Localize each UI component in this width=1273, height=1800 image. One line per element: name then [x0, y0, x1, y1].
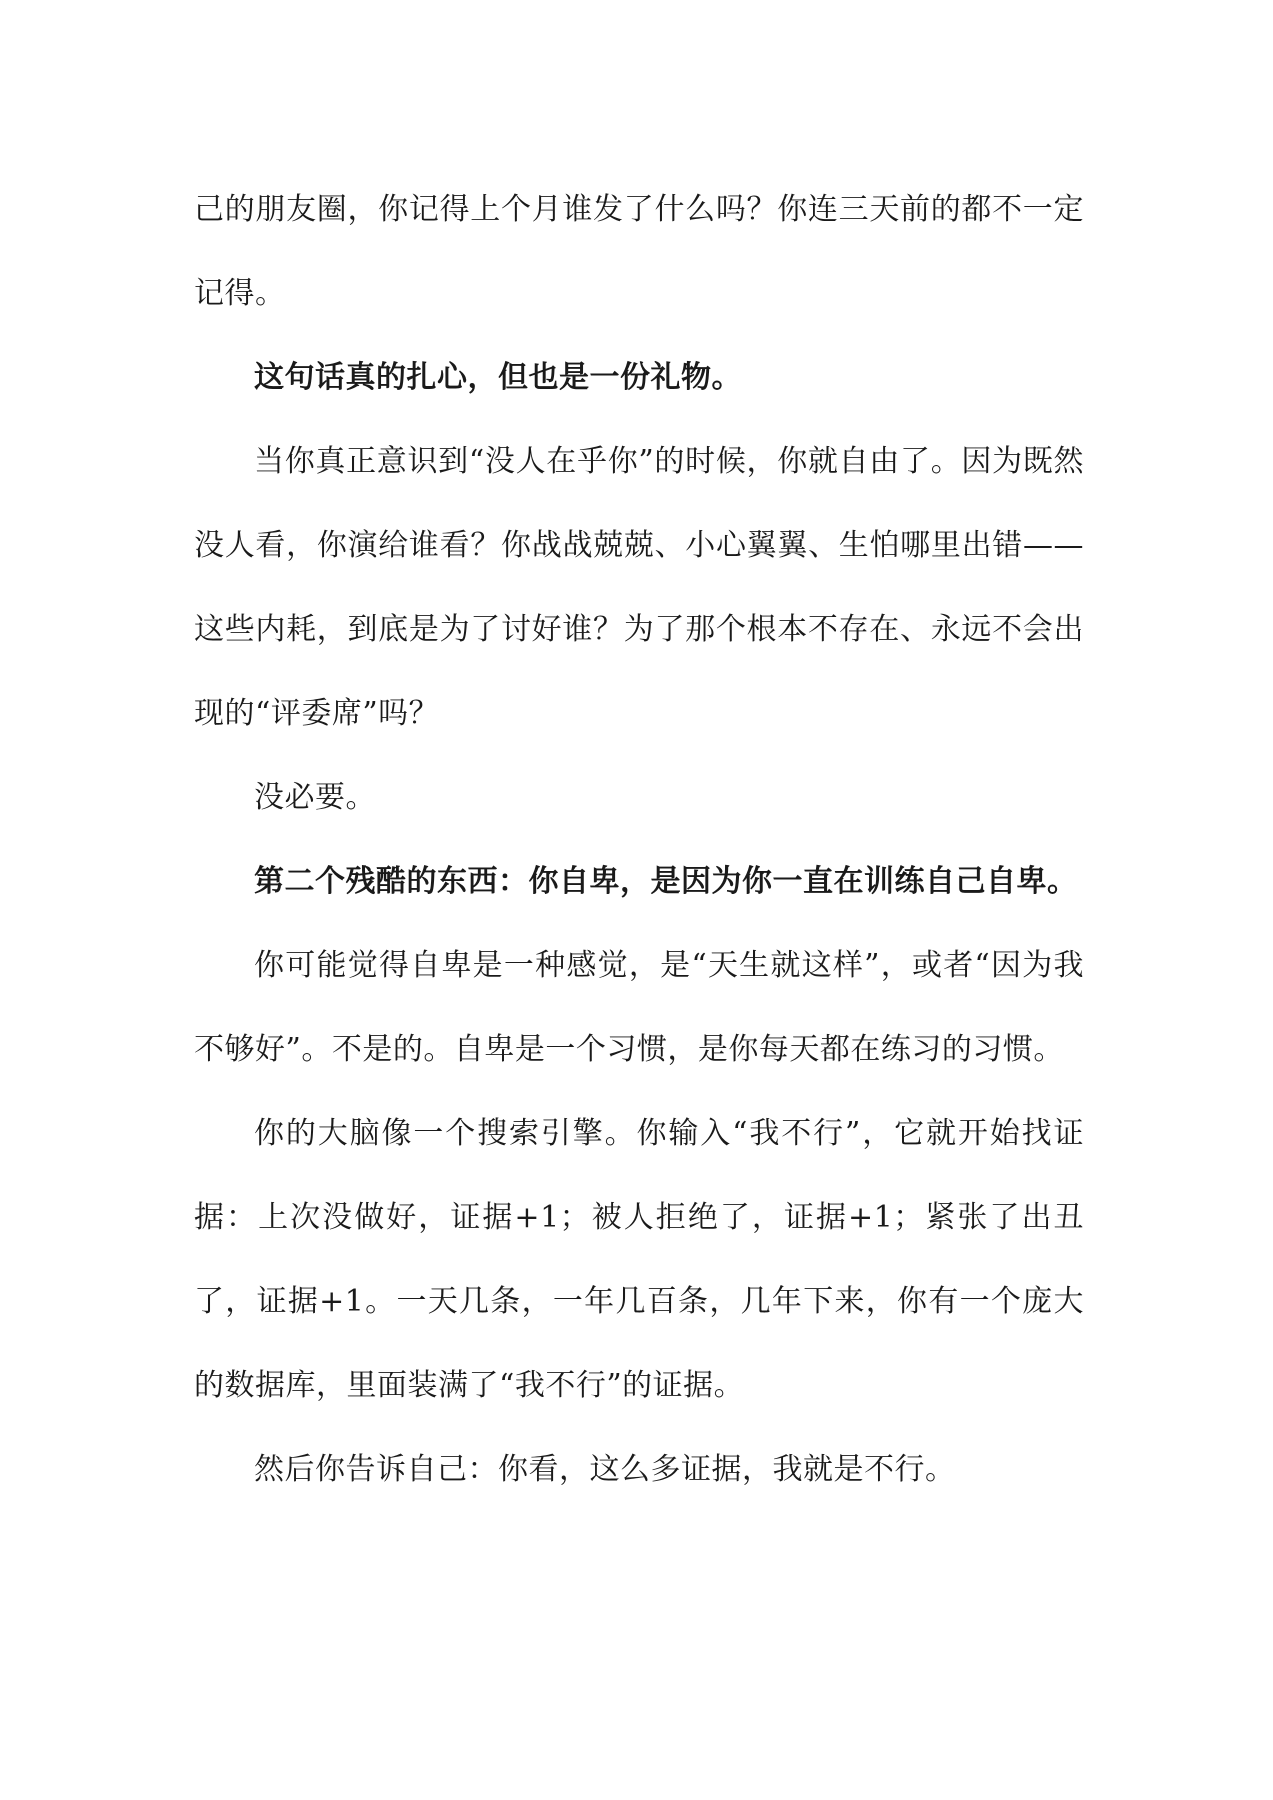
paragraph-1: 己的朋友圈，你记得上个月谁发了什么吗？你连三天前的都不一定记得。: [194, 192, 1084, 311]
paragraph-5: 你的大脑像一个搜索引擎。你输入“我不行”，它就开始找证据：上次没做好，证据+1；被人拒绝了，证据+1；紧张了出丑了，证据+1。一天几条，一年几百条，几年下来，你有一个庞大的数据库，里面装满了“我不行”的证据。: [194, 1116, 1084, 1403]
bold-paragraph-1: 这句话真的扎心，但也是一份礼物。: [254, 360, 742, 395]
paragraph-2: 当你真正意识到“没人在乎你”的时候，你就自由了。因为既然没人看，你演给谁看？你战战兢兢、小心翼翼、生怕哪里出错——这些内耗，到底是为了讨好谁？为了那个根本不存在、永远不会出现的“评委席”吗？: [194, 444, 1084, 731]
document-body: [194, 168, 1084, 1512]
paragraph-4: 你可能觉得自卑是一种感觉，是“天生就这样”，或者“因为我不够好”。不是的。自卑是一个习惯，是你每天都在练习的习惯。: [194, 948, 1084, 1067]
paragraph-3: 没必要。: [254, 780, 376, 815]
paragraph-6: 然后你告诉自己：你看，这么多证据，我就是不行。: [254, 1452, 956, 1487]
bold-paragraph-2: 第二个残酷的东西：你自卑，是因为你一直在训练自己自卑。: [254, 864, 1078, 899]
